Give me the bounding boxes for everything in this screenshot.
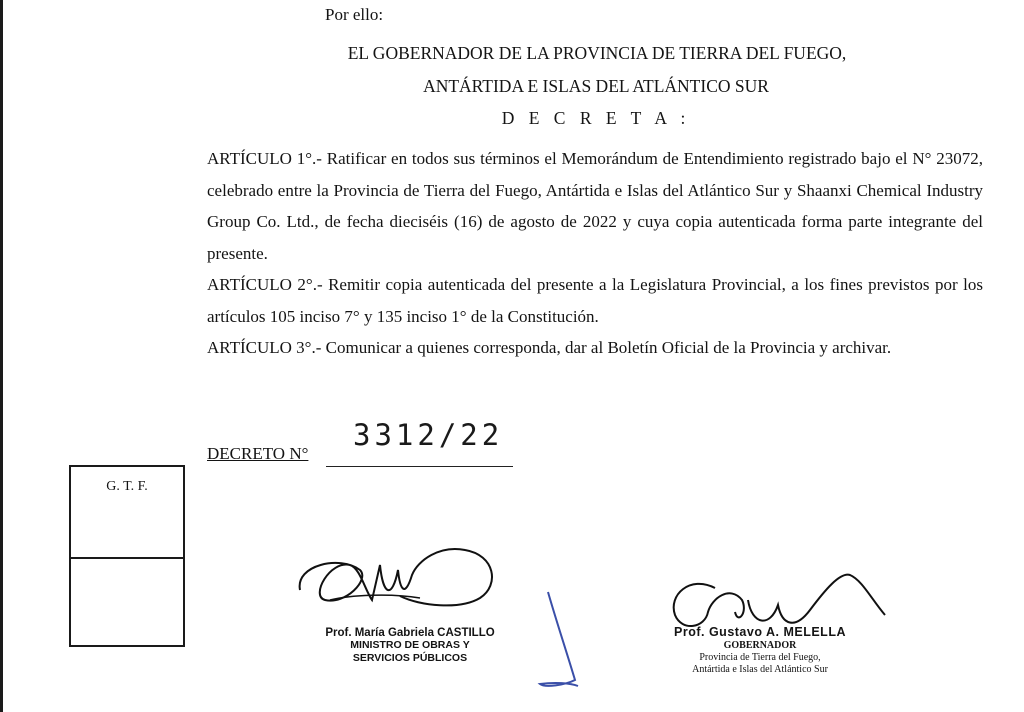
- article-3: ARTÍCULO 3°.- Comunicar a quienes corresponda, dar al Boletín Oficial de la Provincia y archivar.: [207, 338, 892, 357]
- signatory-castillo-name: Prof. María Gabriela CASTILLO: [325, 627, 495, 639]
- governor-title-line2: ANTÁRTIDA E ISLAS DEL ATLÁNTICO SUR: [423, 76, 769, 96]
- governor-title-line1: EL GOBERNADOR DE LA PROVINCIA DE TIERRA DEL FUEGO,: [347, 43, 847, 63]
- article-1: ARTÍCULO 1°.- Ratificar en todos sus términos el Memorándum de Entendimiento registrado bajo el N° 23072, celebrado entre la Provincia de Tierra del Fuego, Antártida e Islas del Atlántico Sur y Shaanxi Chemical Industry Group Co. Ltd., de fecha dieciséis (16) de agosto de 2022 y cuya copia autenticada forma parte integrante del presente.: [207, 149, 983, 263]
- signatory-castillo: [310, 627, 510, 665]
- decreta-heading: D E C R E T A :: [501, 108, 691, 128]
- signatory-melella-name: Prof. Gustavo A. MELELLA: [674, 625, 846, 639]
- signature-melella: [674, 575, 885, 626]
- signature-castillo: [300, 549, 492, 605]
- intro-text: Por ello:: [325, 5, 384, 24]
- blue-ink-mark: [540, 592, 578, 686]
- signatory-melella-place-line1: Provincia de Tierra del Fuego,: [699, 652, 821, 663]
- signatory-melella-place-line2: Antártida e Islas del Atlántico Sur: [692, 664, 828, 675]
- signatory-melella: [660, 625, 860, 676]
- signatory-melella-role: GOBERNADOR: [723, 640, 797, 651]
- signatory-castillo-role-line1: MINISTRO DE OBRAS Y: [350, 639, 470, 651]
- signatory-castillo-role-line2: SERVICIOS PÚBLICOS: [352, 652, 468, 664]
- decree-number: 3312/22: [353, 418, 504, 452]
- article-2: ARTÍCULO 2°.- Remitir copia autenticada del presente a la Legislatura Provincial, a los fines previstos por los artículos 105 inciso 7° y 135 inciso 1° de la Constitución.: [207, 275, 983, 326]
- gtf-label: G. T. F.: [106, 479, 148, 494]
- decree-label: DECRETO N°: [207, 444, 309, 463]
